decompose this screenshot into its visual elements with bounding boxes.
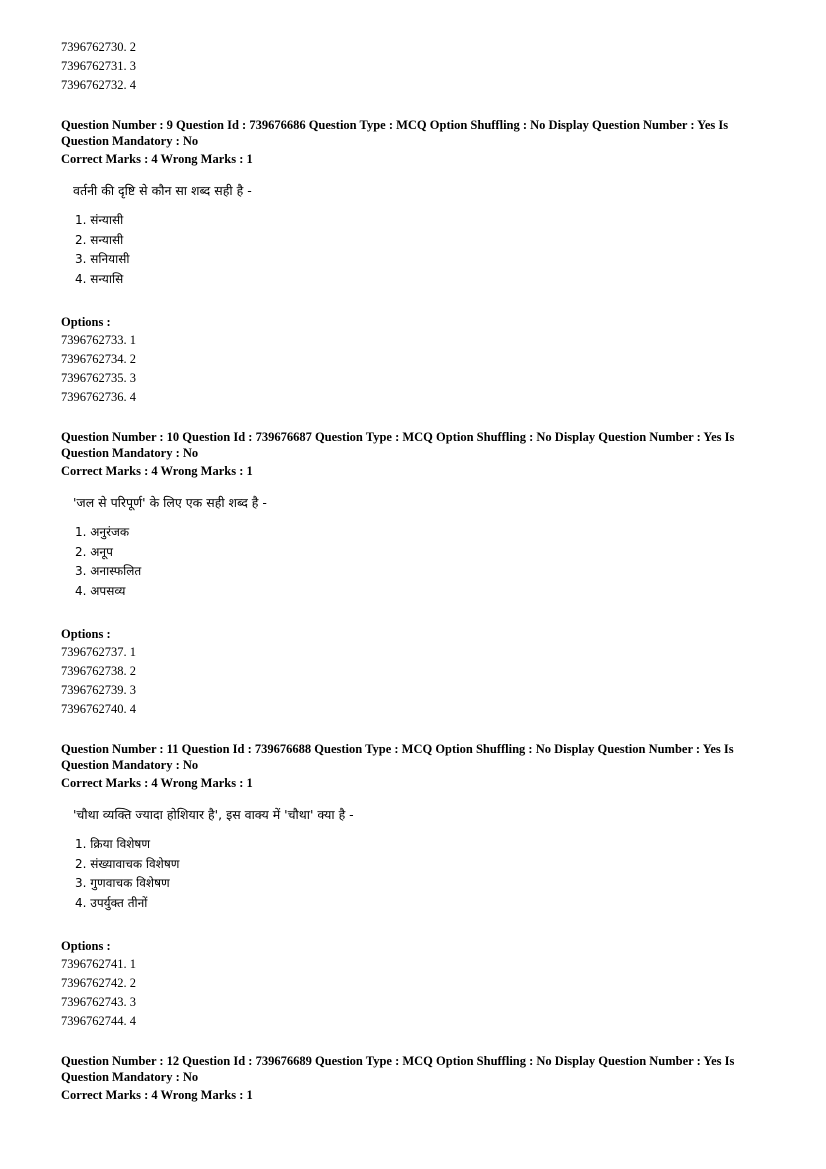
- option-id: 7396762744. 4: [61, 1014, 136, 1028]
- option-id: 7396762742. 2: [61, 976, 136, 990]
- answer-choices: [75, 835, 761, 913]
- answer-choice: 3. अनास्फलित: [75, 564, 142, 578]
- answer-choice: 4. सन्यासि: [75, 271, 124, 286]
- option-id: 7396762743. 3: [61, 995, 136, 1009]
- answer-choice: 3. गुणवाचक विशेषण: [75, 876, 170, 890]
- option-id: 7396762741. 1: [61, 957, 136, 971]
- question-block-9: [61, 117, 761, 407]
- answer-choice: 2. सन्यासी: [75, 232, 124, 247]
- answer-choice: 1. अनुरंजक: [75, 525, 130, 539]
- option-id: 7396762740. 4: [61, 702, 136, 716]
- question-mandatory: Question Mandatory : No: [61, 1070, 199, 1084]
- option-id: 7396762735. 3: [61, 371, 136, 385]
- question-block-12: [61, 1053, 761, 1103]
- question-mandatory: Question Mandatory : No: [61, 758, 199, 772]
- document-page: [61, 38, 761, 1103]
- question-block-11: [61, 741, 761, 1031]
- option-id: 7396762733. 1: [61, 333, 136, 347]
- question-marks: Correct Marks : 4 Wrong Marks : 1: [61, 464, 253, 478]
- answer-choice: 4. उपर्युक्त तीनों: [75, 895, 148, 910]
- question-mandatory: Question Mandatory : No: [61, 134, 199, 148]
- question-block-10: [61, 429, 761, 719]
- answer-choice: 2. संख्यावाचक विशेषण: [75, 856, 180, 871]
- answer-choice: 4. अपसव्य: [75, 583, 126, 598]
- question-marks: Correct Marks : 4 Wrong Marks : 1: [61, 1088, 253, 1102]
- option-id: 7396762737. 1: [61, 645, 136, 659]
- option-id: 7396762730. 2: [61, 40, 136, 54]
- option-id: 7396762731. 3: [61, 59, 136, 73]
- question-text: 'जल से परिपूर्ण' के लिए एक सही शब्द है -: [73, 495, 267, 510]
- question-header: Question Number : 9 Question Id : 739676686 Question Type : MCQ Option Shuffling : No Display Question Number : Yes Is: [61, 118, 729, 132]
- option-id: 7396762734. 2: [61, 352, 136, 366]
- answer-choice: 1. क्रिया विशेषण: [75, 837, 151, 851]
- question-header: Question Number : 11 Question Id : 739676688 Question Type : MCQ Option Shuffling : No Display Question Number : Yes Is: [61, 742, 734, 756]
- previous-options-list: [61, 38, 761, 95]
- option-id: 7396762738. 2: [61, 664, 136, 678]
- options-label: Options :: [61, 939, 111, 953]
- option-id: 7396762739. 3: [61, 683, 136, 697]
- answer-choice: 3. सनियासी: [75, 252, 130, 266]
- question-marks: Correct Marks : 4 Wrong Marks : 1: [61, 776, 253, 790]
- answer-choice: 2. अनूप: [75, 544, 113, 559]
- options-label: Options :: [61, 315, 111, 329]
- question-header: Question Number : 12 Question Id : 739676689 Question Type : MCQ Option Shuffling : No Display Question Number : Yes Is: [61, 1054, 735, 1068]
- option-id: 7396762736. 4: [61, 390, 136, 404]
- answer-choice: 1. संन्यासी: [75, 213, 124, 227]
- option-id: 7396762732. 4: [61, 78, 136, 92]
- question-marks: Correct Marks : 4 Wrong Marks : 1: [61, 152, 253, 166]
- options-label: Options :: [61, 627, 111, 641]
- answer-choices: [75, 211, 761, 289]
- question-text: 'चौथा व्यक्ति ज्यादा होशियार है', इस वाक्य में 'चौथा' क्या है -: [73, 807, 354, 822]
- question-header: Question Number : 10 Question Id : 739676687 Question Type : MCQ Option Shuffling : No Display Question Number : Yes Is: [61, 430, 735, 444]
- question-text: वर्तनी की दृष्टि से कौन सा शब्द सही है -: [73, 183, 252, 198]
- answer-choices: [75, 523, 761, 601]
- question-mandatory: Question Mandatory : No: [61, 446, 199, 460]
